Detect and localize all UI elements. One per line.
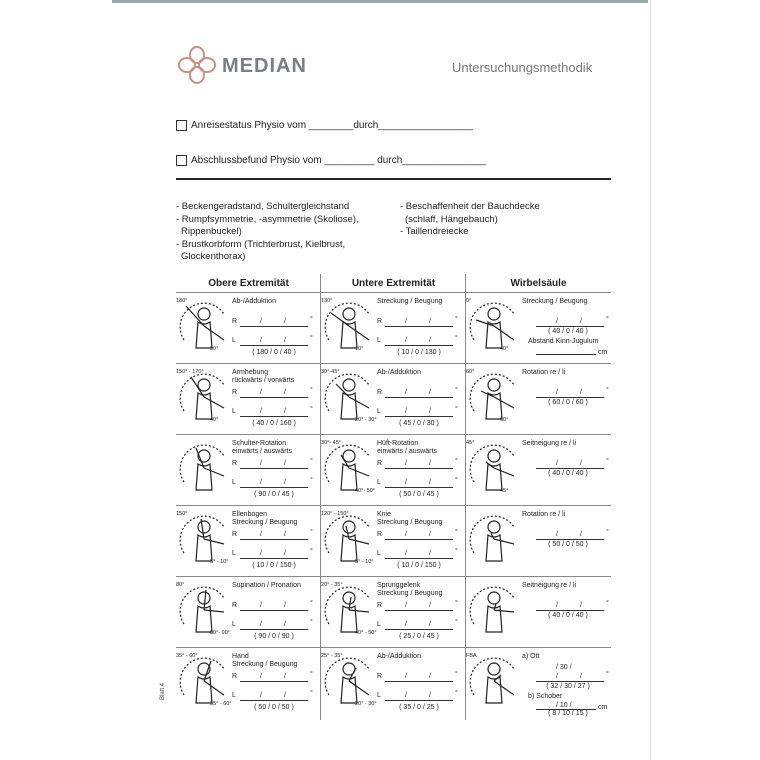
cell-obere-5 [176,651,320,716]
bullet-item: - Beschaffenheit der Bauchdecke [400,201,540,212]
cell-wirbel-1 [466,367,610,432]
left-label: L [377,337,381,344]
norm-values: ( 32 / 30 / 27 ) [546,683,590,690]
joint-diagram-icon [468,655,520,711]
divider [176,178,611,180]
left-value-field[interactable]: / / [385,621,453,630]
left-value-field[interactable]: / / [240,550,308,559]
angle-label: 80°- 90° [210,630,230,636]
cell-obere-2 [176,438,320,503]
degree-sign: ° [455,458,458,465]
checkbox[interactable] [176,155,187,166]
right-label: R [232,389,238,396]
measure-title: Sprunggelenk Streckung / Beugung [377,582,443,597]
degree-sign: ° [455,316,458,323]
right-value-field[interactable]: / / [240,389,308,398]
norm-values: ( 180 / 0 / 40 ) [252,349,296,356]
angle-label: 20° - 35° [321,582,343,588]
right-value-field[interactable]: / / [240,318,308,327]
degree-sign: ° [310,600,313,607]
bullet-item: - Taillendreiecke [400,226,469,237]
right-label: R [377,318,383,325]
row-divider [176,363,611,364]
norm-values: ( 10 / 0 / 130 ) [397,349,441,356]
norm-values: ( 90 / 0 / 90 ) [254,633,294,640]
joint-diagram-icon [468,442,520,498]
measure-title: Streckung / Beugung [522,298,588,305]
checkbox-label: Abschlussbefund Physio vom _________ durch_______________ [191,155,486,166]
joint-diagram-icon [178,371,230,427]
column-head-untere: Untere Extremität [351,278,436,289]
joint-diagram-icon [178,442,230,498]
joint-diagram-icon [468,584,520,640]
degree-sign: ° [606,458,609,465]
left-value-field[interactable]: / / [240,692,308,701]
angle-label: 40° - 50° [355,630,377,636]
unit-cm: cm [598,704,608,711]
right-value-field[interactable]: / / [240,531,308,540]
left-value-field[interactable]: / / [240,337,308,346]
angle-label: 20° - 30° [355,701,377,707]
angle-label: 40° [210,417,219,423]
measure-title: Seitneigung re / li [522,440,577,447]
degree-sign: ° [310,406,313,413]
checkbox-label: Anreisestatus Physio vom ________durch_________________ [191,120,473,131]
extra-field[interactable] [536,348,596,355]
angle-label: FBA [466,653,477,659]
cell-obere-4 [176,580,320,645]
norm-values: ( 40 / 0 / 40 ) [548,470,588,477]
measure-title: Rotation re / li [522,369,566,376]
joint-diagram-icon [468,513,520,569]
measure-title: Hüft-Rotation einwärts / auswärts [377,440,437,455]
norm-values: ( 90 / 0 / 45 ) [254,491,294,498]
angle-label: 150° [176,511,188,517]
checkbox-row-anreisestatus[interactable] [176,120,473,131]
angle-label: 35° - 60° [210,701,232,707]
norm-values: ( 40 / 0 / 40 ) [548,612,588,619]
norm-values: ( 45 / 0 / 30 ) [399,420,439,427]
degree-sign: ° [606,529,609,536]
angle-label: 45° [500,488,509,494]
norm-values: ( 50 / 0 / 50 ) [548,541,588,548]
bullet-item: Rippenbuckel) [181,226,242,237]
angle-label: 35° - 60° [176,653,198,659]
norm-values: ( 10 / 0 / 150 ) [397,562,441,569]
right-label: R [377,389,383,396]
right-label: R [377,531,383,538]
angle-label: 20° - 30° [355,417,377,423]
measure-title: Seitneigung re / li [522,582,577,589]
column-head-obere: Obere Extremität [208,278,289,289]
left-label: L [377,692,381,699]
ott-value: / 30 / [556,664,572,671]
angle-label: 180° [176,298,188,304]
joint-diagram-icon [468,300,520,356]
extra-label: b) Schober [528,693,563,700]
left-value-field[interactable]: / / [385,479,453,488]
right-label: R [232,460,238,467]
cell-untere-5 [321,651,465,716]
angle-label: 120° - 150° [321,511,349,517]
angle-label: 130° [321,298,333,304]
cell-obere-1 [176,367,320,432]
degree-sign: ° [455,529,458,536]
norm-values: ( 40 / 0 / 160 ) [252,420,296,427]
degree-sign: ° [455,671,458,678]
sheet-top-edge [112,0,648,3]
left-label: L [232,337,236,344]
measure-title: Knie Streckung / Beugung [377,511,443,526]
left-value-field[interactable]: / / [385,408,453,417]
right-value-field[interactable]: / / [240,673,308,682]
left-label: L [232,621,236,628]
angle-label: 10° [355,346,364,352]
row-divider [176,434,611,435]
angle-label: 60° [500,417,509,423]
left-label: L [232,408,236,415]
right-label: R [377,460,383,467]
right-value-field[interactable]: / / [385,460,453,469]
right-value-field[interactable]: / / [240,602,308,611]
row-divider [176,576,611,577]
degree-sign: ° [310,458,313,465]
measure-title: Supination / Pronation [232,582,301,589]
logo-text: MEDIAN [222,55,307,77]
degree-sign: ° [455,406,458,413]
joint-diagram-icon [178,300,230,356]
median-logo-icon [176,44,218,86]
left-value-field[interactable]: / / [240,408,308,417]
cell-wirbel-3 [466,509,610,574]
right-label: R [377,673,383,680]
cell-untere-2 [321,438,465,503]
right-label: R [232,318,238,325]
degree-sign: ° [455,548,458,555]
left-label: L [377,550,381,557]
bullet-item: - Brustkorbform (Trichterbrust, Kielbrust, [176,238,346,250]
value-field[interactable]: / / [536,673,604,682]
measure-title: Ab-/Adduktion [232,298,276,305]
norm-values: ( 50 / 0 / 50 ) [254,704,294,711]
row-divider [176,292,611,293]
cell-wirbel-5 [466,651,610,716]
unit-cm: cm [598,349,608,356]
extra-label: Abstand Kinn-Jugulum [528,338,599,345]
right-value-field[interactable]: / / [385,673,453,682]
schober-value: / 10 / [556,702,572,709]
left-value-field[interactable]: / / [240,621,308,630]
checkbox-row-abschlussbefund[interactable] [176,155,486,166]
measure-title: Rotation re / li [522,511,566,518]
column-head-wirbelsaeule: Wirbelsäule [510,278,567,289]
left-label: L [377,479,381,486]
bullet-item: - Rumpfsymmetrie, -asymmetrie (Skoliose), [176,213,359,225]
norm-values: ( 35 / 0 / 25 ) [399,704,439,711]
norm-values: ( 60 / 0 / 60 ) [548,399,588,406]
right-value-field[interactable]: / / [385,531,453,540]
degree-sign: ° [310,316,313,323]
degree-sign: ° [606,387,609,394]
value-field[interactable]: / / [536,460,604,469]
degree-sign: ° [310,529,313,536]
row-divider [176,505,611,506]
right-label: R [232,673,238,680]
right-value-field[interactable]: / / [385,318,453,327]
degree-sign: ° [310,477,313,484]
cell-untere-0 [321,296,465,361]
measure-title: Streckung / Beugung [377,298,443,305]
degree-sign: ° [455,600,458,607]
angle-label: 0° [466,298,472,304]
angle-label: 90° [210,346,219,352]
measure-title: Schulter-Rotation einwärts / auswärts [232,440,292,455]
bullet-item: (schlaff, Hängebauch) [405,213,498,225]
value-field[interactable]: / / [536,531,604,540]
left-value-field[interactable]: / / [385,692,453,701]
degree-sign: ° [455,387,458,394]
angle-label: 30°-45° [321,369,340,375]
degree-sign: ° [606,671,609,678]
degree-sign: ° [606,316,609,323]
cell-wirbel-0 [466,296,610,361]
angle-label: 40° [500,346,509,352]
left-value-field[interactable]: / / [240,479,308,488]
angle-label: 5° - 10° [355,559,374,565]
left-label: L [377,408,381,415]
measure-title: Ab-/Adduktion [377,369,421,376]
degree-sign: ° [455,477,458,484]
bullets-left [176,201,359,264]
checkbox[interactable] [176,120,187,131]
angle-label: 40°- 50° [355,488,375,494]
measure-title: Armhebung rückwärts / vorwärts [232,369,295,384]
degree-sign: ° [310,671,313,678]
norm-values-schober: ( 8 / 10 / 15 ) [548,710,588,717]
right-label: R [232,531,238,538]
cell-untere-4 [321,580,465,645]
left-label: L [232,692,236,699]
angle-label: 25° - 35° [321,653,343,659]
degree-sign: ° [455,619,458,626]
right-label: R [232,602,238,609]
measure-title: Ellenbogen Streckung / Beugung [232,511,298,526]
right-label: R [377,602,383,609]
right-value-field[interactable]: / / [240,460,308,469]
value-field[interactable]: / / [536,389,604,398]
degree-sign: ° [310,548,313,555]
joint-diagram-icon [468,371,520,427]
left-label: L [377,621,381,628]
sheet-right-edge [650,0,651,760]
norm-values: ( 25 / 0 / 45 ) [399,633,439,640]
norm-values: ( 10 / 0 / 150 ) [252,562,296,569]
angle-label: 45° [466,440,475,446]
document-title: Untersuchungsmethodik [452,60,593,75]
norm-values: ( 50 / 0 / 45 ) [399,491,439,498]
degree-sign: ° [606,600,609,607]
cell-wirbel-2 [466,438,610,503]
row-divider [176,647,611,648]
measure-title: Hand Streckung / Beugung [232,653,298,668]
side-label: Blatt 4 [160,682,166,700]
bullet-item: Glockenthorax) [181,251,246,262]
degree-sign: ° [310,387,313,394]
degree-sign: ° [310,690,313,697]
measure-title: Ab-/Adduktion [377,653,421,660]
right-value-field[interactable]: / / [385,389,453,398]
cell-untere-3 [321,509,465,574]
value-field[interactable]: / / [536,602,604,611]
cell-wirbel-4 [466,580,610,645]
bullet-item: - Beckengeradstand, Schultergleichstand [176,201,350,212]
cell-untere-1 [321,367,465,432]
degree-sign: ° [310,619,313,626]
angle-label: 5° - 10° [210,559,229,565]
angle-label: 30°- 45° [321,440,341,446]
left-label: L [232,479,236,486]
joint-diagram-icon [323,300,375,356]
angle-label: 150° - 170° [176,369,204,375]
left-value-field[interactable]: / / [385,337,453,346]
left-label: L [232,550,236,557]
bullets-right [400,201,540,239]
measure-title: a) Ott [522,653,540,660]
degree-sign: ° [310,335,313,342]
angle-label: 80° [176,582,185,588]
degree-sign: ° [455,335,458,342]
left-value-field[interactable]: / / [385,550,453,559]
angle-label: 60° [466,369,475,375]
right-value-field[interactable]: / / [385,602,453,611]
cell-obere-3 [176,509,320,574]
norm-values: ( 40 / 0 / 40 ) [548,328,588,335]
cell-obere-0 [176,296,320,361]
value-field[interactable]: / / [536,318,604,327]
degree-sign: ° [455,690,458,697]
